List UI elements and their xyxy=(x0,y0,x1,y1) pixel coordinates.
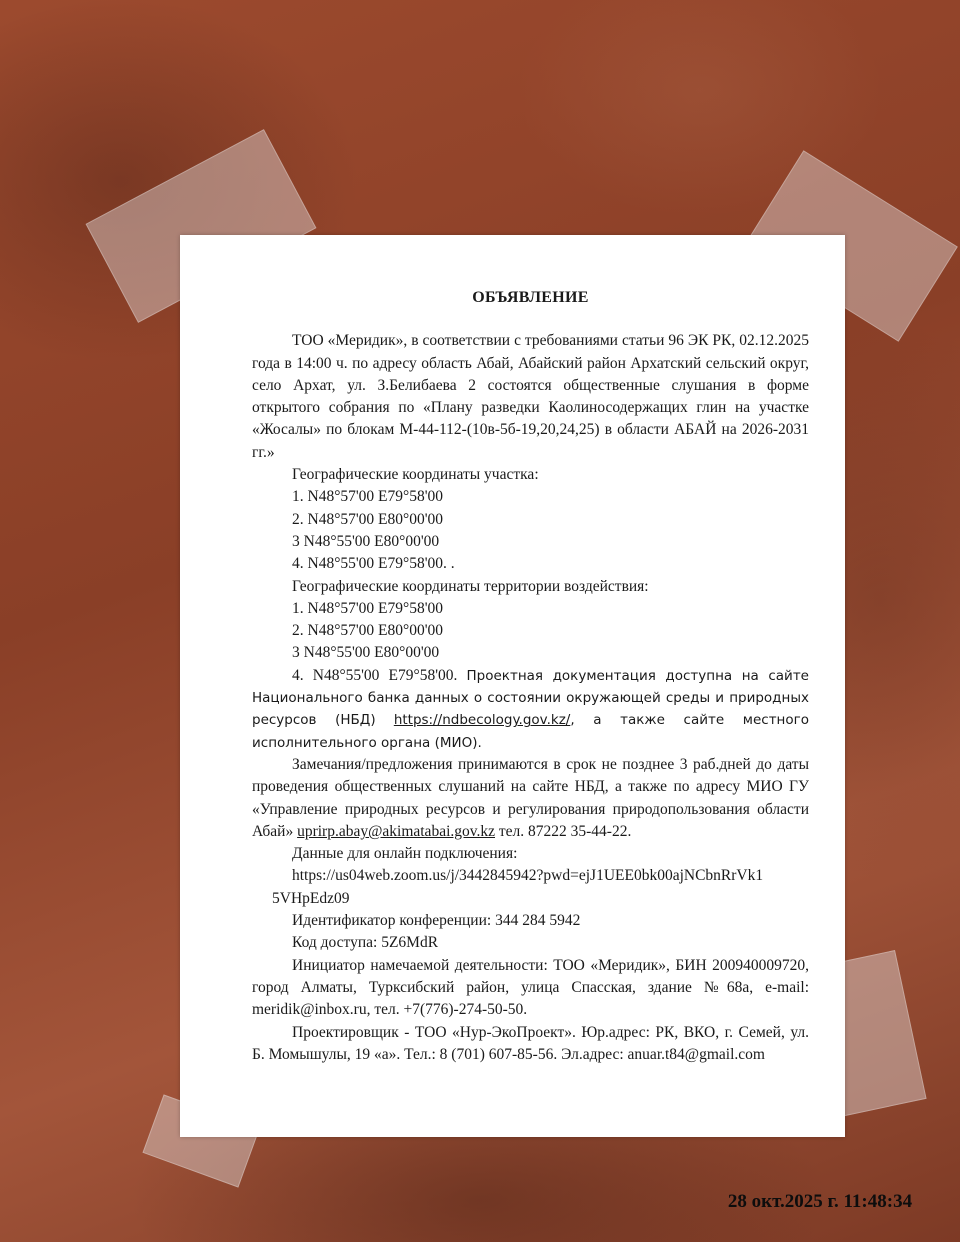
initiator-paragraph: Инициатор намечаемой деятельности: ТОО «Меридик», БИН 200940009720, город Алматы, Турксибский район, улица Спасская, здание №68а, e-mail: meridik@inbox.ru, тел. +7(776)-274-50-50. xyxy=(252,956,809,1019)
docs-text: Проектная документация доступна на сайте Национального банка данных о состоянии окружающей среды и природных ресурсов (НБД) xyxy=(252,667,809,729)
intro-paragraph: ТОО «Меридик», в соответствии с требованиями статьи 96 ЭК РК, 02.12.2025 года в 14:00 ч. по адресу область Абай, Абайский район Архатский сельский округ, село Архат, ул. З.Белибаева 2 состоятся общественные слушания в форме открытого собрания по «Плану разведки Каолиносодержащих глин на участке «Жосалы» по блокам М-44-112-(10в-5б-19,20,24,25) в области АБАЙ на 2026-2031 гг.» xyxy=(252,332,809,461)
docs-paragraph xyxy=(252,665,809,754)
photo-timestamp: 28 окт.2025 г. 11:48:34 xyxy=(727,1191,913,1212)
zoom-url-line-1: https://us04web.zoom.us/j/3442845942?pwd=ejJ1UEE0bk00ajNCbnRrVk1 xyxy=(292,867,764,885)
site-coord-3: 3 N48°55'00 E80°00'00 xyxy=(292,532,440,550)
impact-coord-2: 2. N48°57'00 E80°00'00 xyxy=(292,622,444,640)
site-coord-1: 1. N48°57'00 E79°58'00 xyxy=(292,488,444,506)
announcement-sheet xyxy=(180,235,845,1137)
zoom-url-line-2: 5VHpEdz09 xyxy=(272,889,350,907)
site-coords-heading: Географические координаты участка: xyxy=(292,466,539,484)
online-heading: Данные для онлайн подключения: xyxy=(292,845,518,863)
impact-coord-4: 4. N48°55'00 E79°58'00. xyxy=(292,666,458,684)
docs-text-end: , а также сайте местного исполнительного органа (МИО). xyxy=(252,712,809,751)
announcement-title: ОБЪЯВЛЕНИЕ xyxy=(472,289,589,306)
access-code: Код доступа: 5Z6MdR xyxy=(292,934,439,952)
remarks-phone: тел. 87222 35-44-22. xyxy=(498,822,632,840)
impact-coord-1: 1. N48°57'00 E79°58'00 xyxy=(292,599,444,617)
designer-paragraph: Проектировщик - ТОО «Нур-ЭкоПроект». Юр.адрес: РК, ВКО, г. Семей, ул. Б. Момышулы, 19 «а». Тел.: 8 (701) 607-85-56. Эл.адрес: anuar.t84@gmail.com xyxy=(252,1023,809,1063)
site-coord-4: 4. N48°55'00 E79°58'00. . xyxy=(292,555,455,573)
impact-coord-3: 3 N48°55'00 E80°00'00 xyxy=(292,644,440,662)
conference-id: Идентификатор конференции: 344 284 5942 xyxy=(292,912,581,930)
site-coord-2: 2. N48°57'00 E80°00'00 xyxy=(292,510,444,528)
remarks-email-link[interactable]: uprirp.abay@akimatabai.gov.kz xyxy=(297,822,495,840)
impact-coords-heading: Географические координаты территории воздействия: xyxy=(292,577,649,595)
ndb-link[interactable]: https://ndbecology.gov.kz/ xyxy=(393,712,571,729)
remarks-text: Замечания/предложения принимаются в срок не позднее 3 раб.дней до даты проведения общественных слушаний на сайте НБД, а также по адресу МИО ГУ «Управление природных ресурсов и регулирования природопользования области Абай» xyxy=(252,755,809,840)
remarks-paragraph xyxy=(252,754,809,843)
